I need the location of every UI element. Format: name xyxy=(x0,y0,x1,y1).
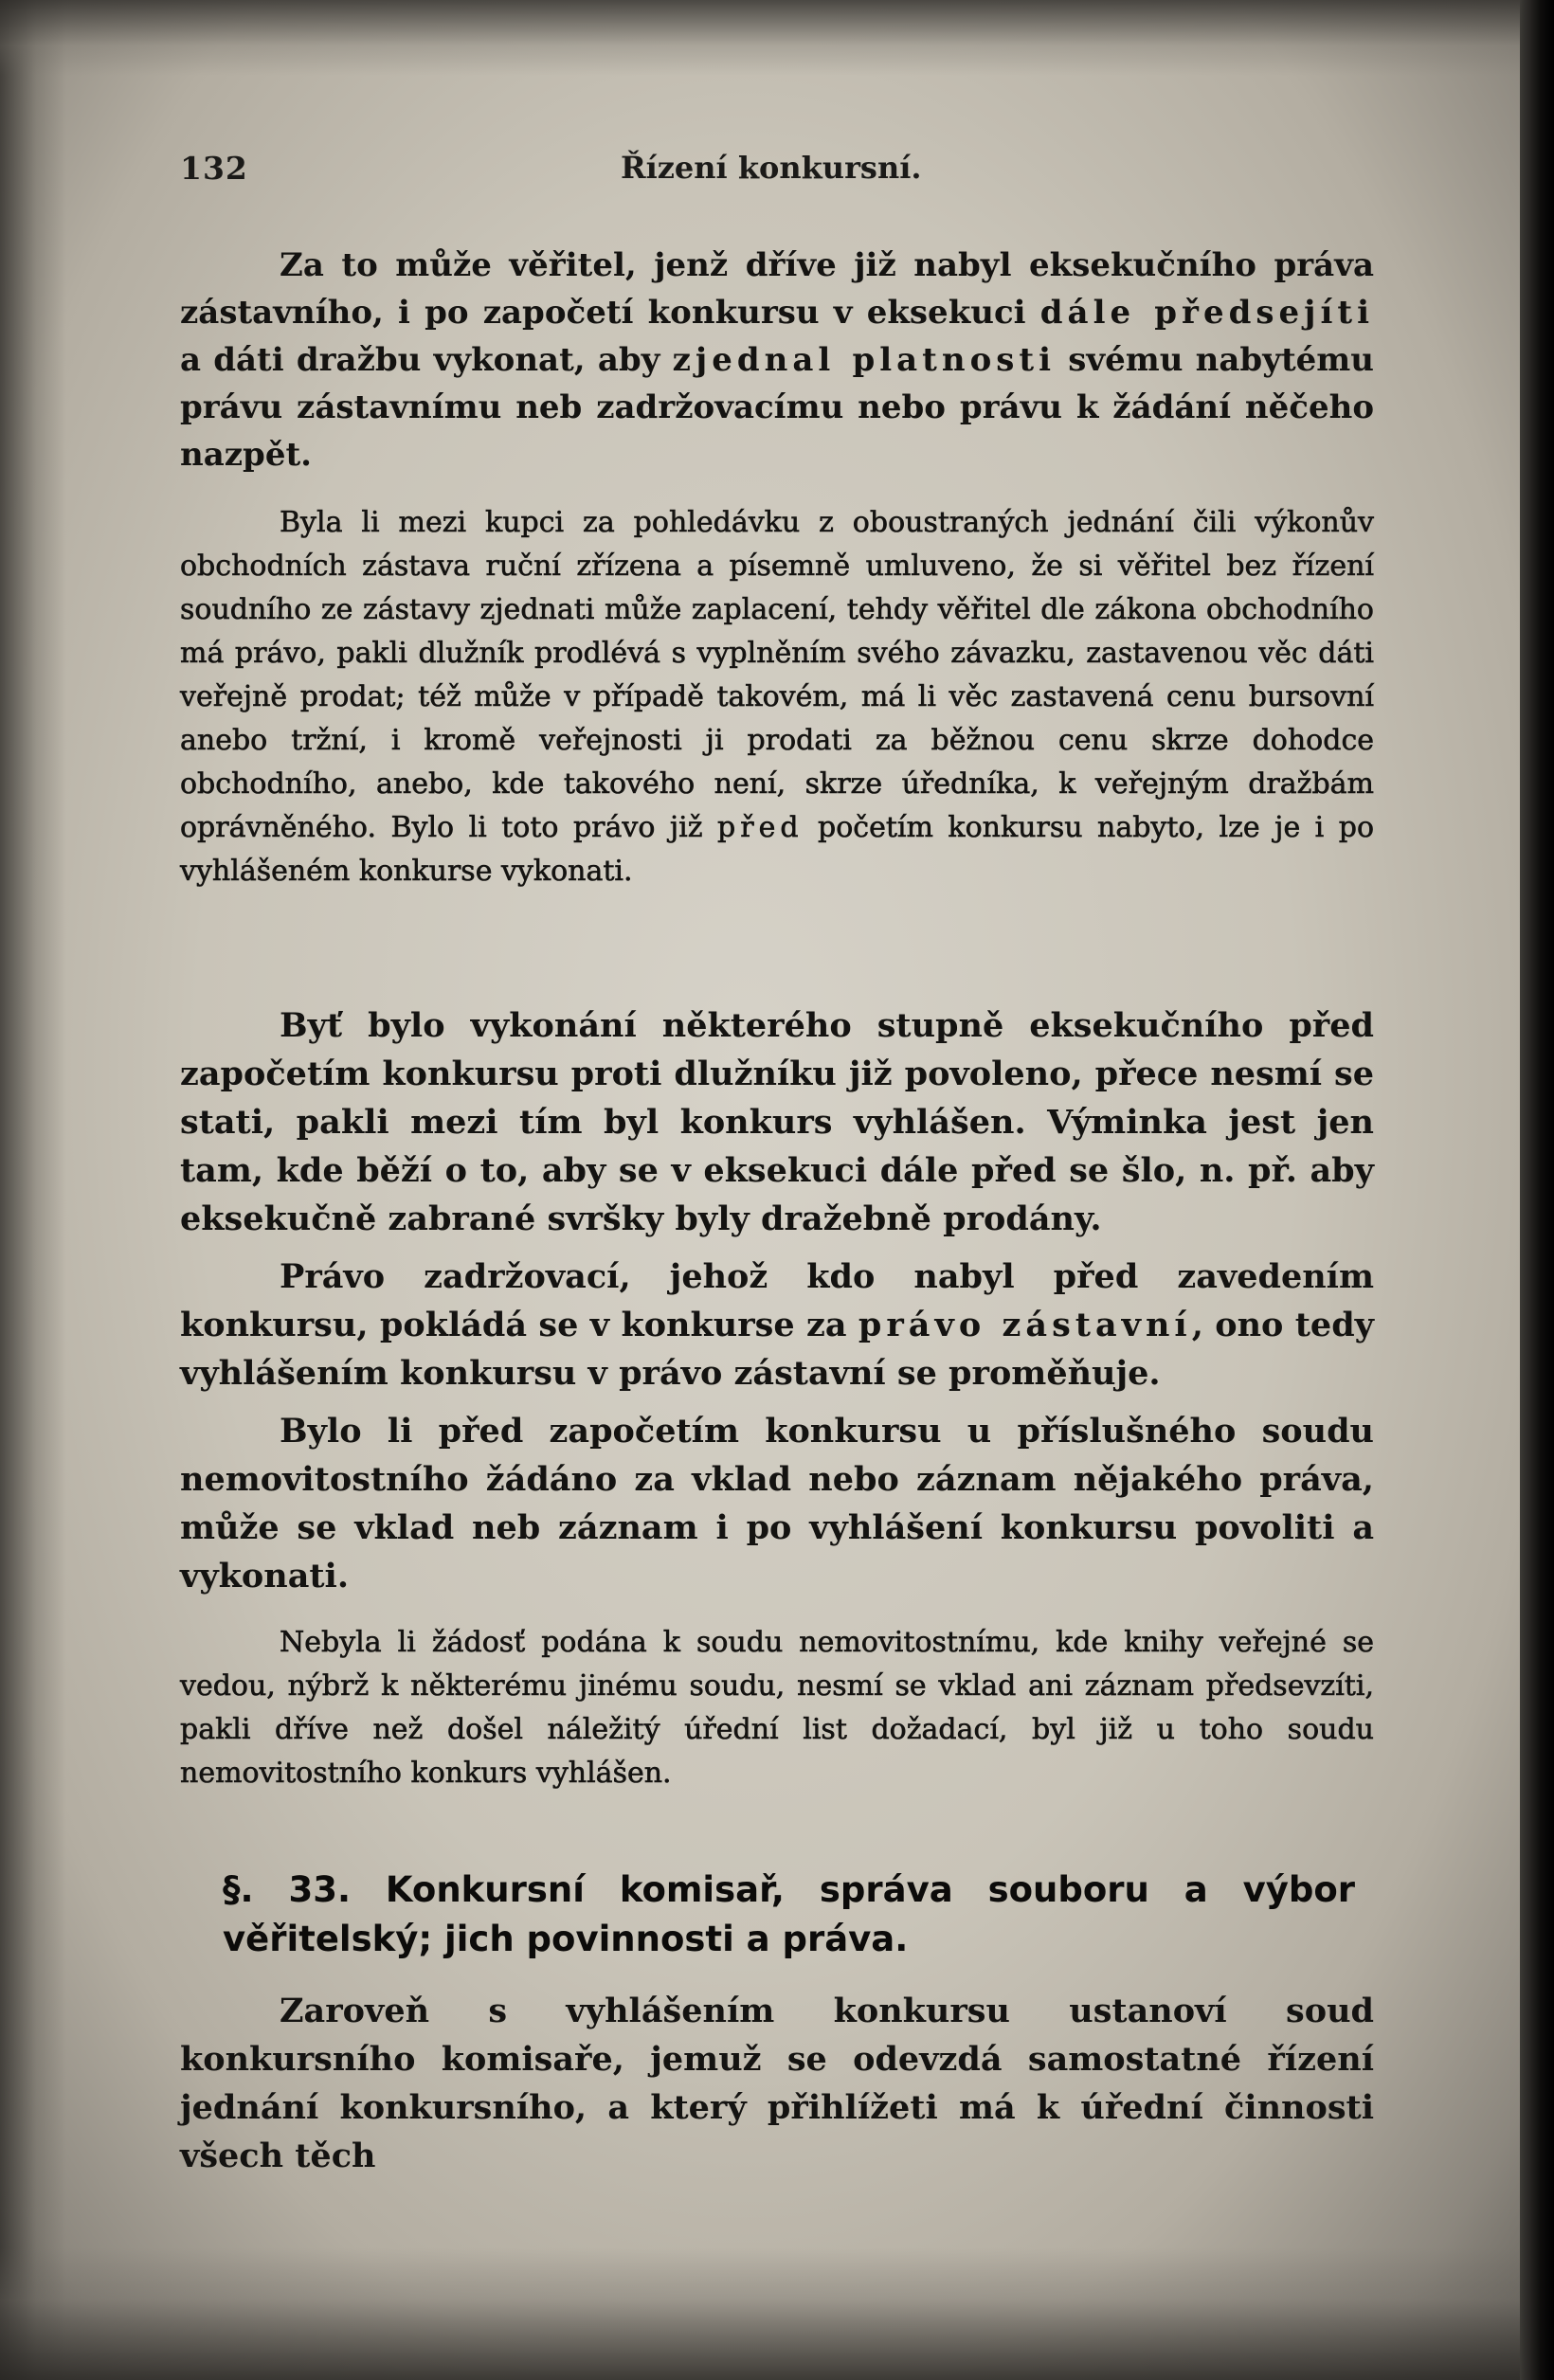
p4-text-c: , ono tedy vyhlášením konkursu v právo zástavní se proměňuje. xyxy=(180,1306,1375,1393)
p1-emphasis-a: dále předsejíti xyxy=(1039,294,1374,332)
paragraph-merchant-pledge xyxy=(180,501,1374,983)
paragraph-execution-exception: Byť bylo vykonání některého stupně eksekučního před započetím konkursu proti dlužníku již povoleno, přece nesmí se stati, pakli mezi tím byl konkurs vyhlášen. Výminka jest jen tam, kde běží o to, aby se v eksekuci dále před se šlo, n. př. aby eksekučně zabrané svršky byly dražebně prodány. xyxy=(180,1006,1374,1238)
paragraph-other-court: Nebyla li žádosť podána k soudu nemovitostnímu, kde knihy veřejné se vedou, nýbrž k některému jinému soudu, nesmí se vklad ani záznam předsevzíti, pakli dříve než došel náležitý úřední list dožadací, byl již u toho soudu nemovitostního konkurs vyhlášen. xyxy=(180,1626,1374,1790)
p4-text-a: Právo zadržovací, jehož kdo nabyl před zavedením konkursu, pokládá se v konkurse za xyxy=(180,1257,1374,1344)
p2-text-a: Byla li mezi kupci za pohledávku z oboustraných jednání čili výkonův obchodních zástava ruční zřízena a písemně umluveno, že si věřitel bez řízení soudního ze zástavy zjednati může zaplacení, tehdy věřitel dle zákona obchodního má právo, pakli dlužník prodlévá s vyplněním svého závazku, zastavenou věc dáti veřejně prodat; též může v případě takovém, má li věc zastavená cenu bursovní anebo tržní, i kromě veřejnosti ji prodati za běžnou cenu skrze dohodce obchodního, anebo, kde takového není, skrze úředníka, k veřejným dražbám oprávněného. Bylo li toto právo již xyxy=(180,506,1374,844)
p1-text-e: svému nabytému právu zástavnímu neb zadržovacímu nebo právu k žádání něčeho nazpět. xyxy=(180,341,1374,474)
p1-emphasis-b: zjednal platnosti xyxy=(672,341,1057,379)
paragraph-commissioner: Zaroveň s vyhlášením konkursu ustanoví soud konkursního komisaře, jemuž se odevzdá samostatné řízení jednání konkursního, a který přihlížeti má k úřední činnosti všech těch xyxy=(180,1992,1374,2175)
section-heading-33: §. 33. Konkursní komisař, správa souboru a výbor věřitelský; jich povinnosti a práva. xyxy=(223,1869,1355,1959)
p1-text-c: a dáti dražbu vykonat, aby xyxy=(180,341,673,379)
p1-text-a: Za to může věřitel, jenž dříve již nabyl eksekučního práva zástavního, i po započetí konkursu v eksekuci xyxy=(180,246,1374,332)
paragraph-retention-right xyxy=(180,1253,1374,1397)
p4-emphasis: právo zástavní xyxy=(858,1306,1192,1344)
page-shadow-bottom xyxy=(0,2247,1554,2380)
page-number: 132 xyxy=(180,150,248,187)
paragraph-registry-entry: Bylo li před započetím konkursu u příslušného soudu nemovitostního žádáno za vklad nebo záznam nějakého práva, může se vklad neb záznam i po vyhlášení konkursu povoliti a vykonati. xyxy=(180,1412,1374,1596)
p2-text-c: početím konkursu nabyto, lze je i po vyhlášeném konkurse vykonati. xyxy=(180,811,1374,888)
page-body xyxy=(180,242,1375,2175)
page-header xyxy=(180,150,1374,197)
page-shadow-top xyxy=(0,0,1554,76)
page-shadow-left xyxy=(0,0,66,2380)
running-title: Řízení konkursní. xyxy=(621,150,922,186)
p2-emphasis: před xyxy=(717,811,804,844)
book-edge-right xyxy=(1520,0,1554,2380)
paragraph-execution-right xyxy=(180,242,1374,478)
